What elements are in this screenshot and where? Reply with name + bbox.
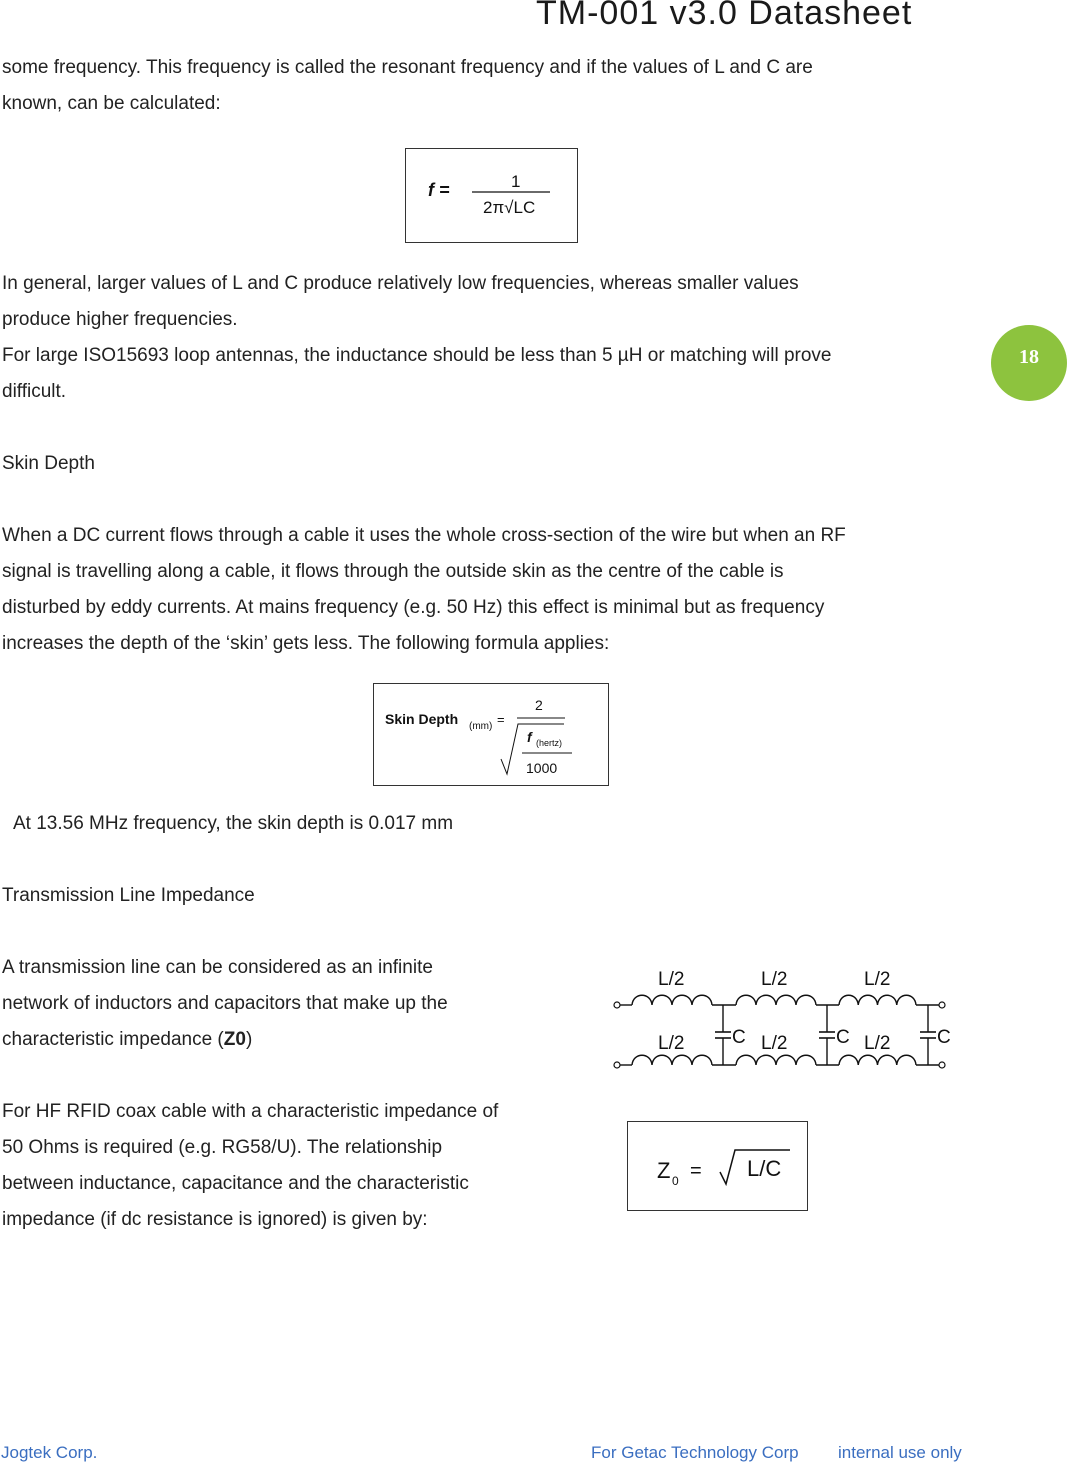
inductor-top xyxy=(736,995,816,1005)
paragraph-line: network of inductors and capacitors that make up the xyxy=(2,993,448,1014)
skin-depth-formula-graphic xyxy=(374,684,608,785)
formula-inner-denominator: 1000 xyxy=(526,760,558,776)
paragraph-line: some frequency. This frequency is called the resonant frequency and if the values of L and C are xyxy=(2,57,813,78)
paragraph-line: increases the depth of the ‘skin’ gets less. The following formula applies: xyxy=(2,633,610,654)
circuit-graphic xyxy=(612,965,957,1075)
paragraph-line: between inductance, capacitance and the characteristic xyxy=(2,1173,469,1194)
inductor-bottom xyxy=(736,1055,816,1065)
capacitor-label: C xyxy=(937,1027,951,1048)
inductor-bottom xyxy=(839,1055,916,1065)
text-span: characteristic impedance ( xyxy=(2,1029,224,1050)
paragraph-line: At 13.56 MHz frequency, the skin depth is 0.017 mm xyxy=(13,813,454,834)
formula-radicand: L/C xyxy=(747,1156,782,1181)
formula-numerator: 2 xyxy=(535,697,543,713)
section-heading-skin-depth: Skin Depth xyxy=(2,453,95,474)
capacitor-label: C xyxy=(836,1027,850,1048)
inductor-bottom xyxy=(632,1055,712,1065)
inductor-top xyxy=(839,995,916,1005)
paragraph-line: When a DC current flows through a cable it uses the whole cross-section of the wire but when an RF xyxy=(2,525,846,546)
formula-lhs: Z xyxy=(657,1158,671,1183)
inductor-label-bottom: L/2 xyxy=(658,1033,685,1054)
resonant-frequency-formula xyxy=(405,148,578,243)
capacitor-label: C xyxy=(732,1027,746,1048)
paragraph-line: For HF RFID coax cable with a characteristic impedance of xyxy=(2,1101,499,1122)
terminal-node xyxy=(614,1002,620,1008)
formula-lhs: f = xyxy=(428,180,450,200)
inductor-label-top: L/2 xyxy=(761,969,788,990)
paragraph-line xyxy=(2,1022,252,1058)
footer-notice: internal use only xyxy=(838,1443,962,1462)
formula-equals: = xyxy=(497,712,505,727)
footer-company: Jogtek Corp. xyxy=(1,1443,98,1462)
inductor-label-bottom: L/2 xyxy=(761,1033,788,1054)
inductor-top xyxy=(632,995,712,1005)
resonant-frequency-formula-graphic xyxy=(406,149,577,242)
inductor-label-top: L/2 xyxy=(864,969,891,990)
footer-client: For Getac Technology Corp xyxy=(591,1443,799,1462)
characteristic-impedance-formula-graphic xyxy=(628,1122,807,1210)
terminal-node xyxy=(614,1062,620,1068)
transmission-line-circuit-diagram xyxy=(612,965,957,1075)
formula-lhs-subscript: 0 xyxy=(672,1174,679,1188)
formula-denominator: 2π√LC xyxy=(483,198,536,217)
paragraph-line: impedance (if dc resistance is ignored) is given by: xyxy=(2,1209,428,1230)
paragraph-line: difficult. xyxy=(2,381,67,402)
page-header-title: TM-001 v3.0 Datasheet xyxy=(536,0,913,32)
paragraph-line: 50 Ohms is required (e.g. RG58/U). The relationship xyxy=(2,1137,443,1158)
formula-inner-subscript: (hertz) xyxy=(536,738,563,748)
inductor-label-top: L/2 xyxy=(658,969,685,990)
paragraph-line: disturbed by eddy currents. At mains frequency (e.g. 50 Hz) this effect is minimal but as frequency xyxy=(2,597,825,618)
formula-equals: = xyxy=(690,1160,702,1182)
formula-lhs: Skin Depth xyxy=(385,711,459,727)
page-number-badge: 18 xyxy=(991,325,1067,401)
paragraph-line: A transmission line can be considered as an infinite xyxy=(2,957,433,978)
paragraph-line: known, can be calculated: xyxy=(2,93,221,114)
text-span: ) xyxy=(245,1029,253,1050)
paragraph-line: For large ISO15693 loop antennas, the inductance should be less than 5 µH or matching will prove xyxy=(2,345,832,366)
formula-numerator: 1 xyxy=(511,172,521,191)
characteristic-impedance-formula xyxy=(627,1121,808,1211)
terminal-node xyxy=(939,1062,945,1068)
section-heading-transmission-line: Transmission Line Impedance xyxy=(2,885,255,906)
terminal-node xyxy=(939,1002,945,1008)
paragraph-line: signal is travelling along a cable, it flows through the outside skin as the centre of the cable is xyxy=(2,561,784,582)
paragraph-line: In general, larger values of L and C produce relatively low frequencies, whereas smaller values xyxy=(2,273,799,294)
formula-lhs-subscript: (mm) xyxy=(469,721,493,732)
z0-bold-text: Z0 xyxy=(223,1029,246,1050)
formula-inner-numerator: f xyxy=(527,729,532,745)
skin-depth-formula xyxy=(373,683,609,786)
paragraph-line: produce higher frequencies. xyxy=(2,309,238,330)
inductor-label-bottom: L/2 xyxy=(864,1033,891,1054)
